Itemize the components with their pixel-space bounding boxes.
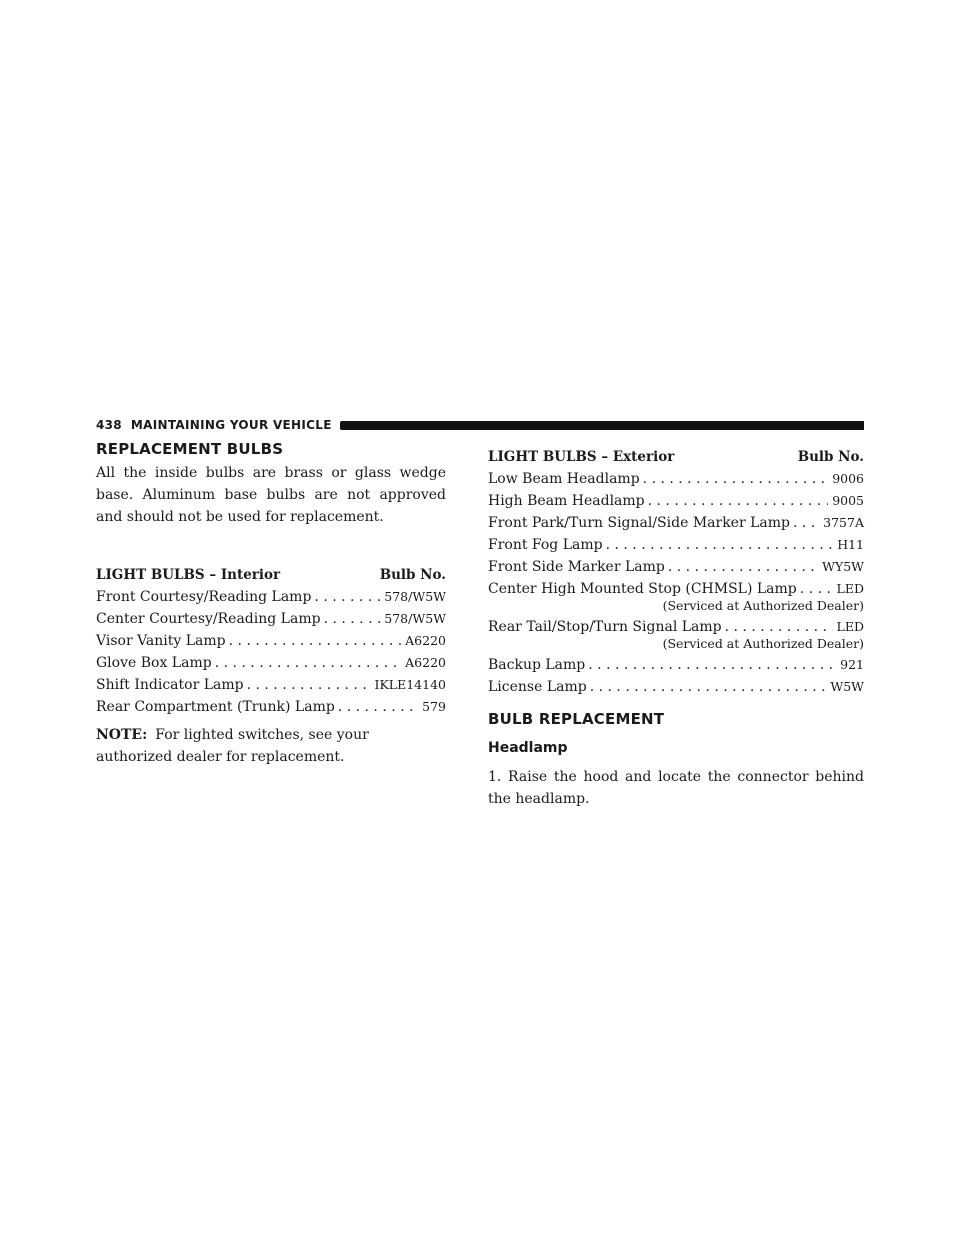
bulb-row <box>488 676 864 698</box>
bulb-number: A6220 <box>405 633 446 648</box>
leader-dots <box>668 556 818 578</box>
bulb-number: IKLE14140 <box>374 677 446 692</box>
bulb-row <box>96 696 446 718</box>
exterior-table-header <box>488 446 864 468</box>
note-text: For lighted switches, see your authorized dealer for replacement. <box>96 727 369 765</box>
headlamp-subheading: Headlamp <box>488 740 568 756</box>
leader-dots <box>725 616 833 638</box>
bulb-name: Front Courtesy/Reading Lamp <box>96 589 312 605</box>
page-number: 438 <box>96 418 122 432</box>
bulb-name: Center High Mounted Stop (CHMSL) Lamp <box>488 581 797 597</box>
bulb-name: Front Park/Turn Signal/Side Marker Lamp <box>488 515 790 531</box>
leader-dots <box>324 608 381 630</box>
bulb-name: Visor Vanity Lamp <box>96 633 226 649</box>
bulb-name: Backup Lamp <box>488 657 586 673</box>
bulb-name: Center Courtesy/Reading Lamp <box>96 611 321 627</box>
bulb-number: 9006 <box>832 471 864 486</box>
leader-dots <box>588 654 836 676</box>
leader-dots <box>247 674 371 696</box>
bulb-row <box>488 490 864 512</box>
bulb-name: Glove Box Lamp <box>96 655 212 671</box>
bulb-row <box>488 556 864 578</box>
bulb-number: LED <box>836 619 864 634</box>
interior-table-header <box>96 564 446 586</box>
bulb-row <box>488 512 864 534</box>
bulb-row <box>488 468 864 490</box>
leader-dots <box>606 534 834 556</box>
exterior-table-title: LIGHT BULBS – Exterior <box>488 449 675 465</box>
bulb-number: H11 <box>837 537 864 552</box>
bulb-name: Shift Indicator Lamp <box>96 677 244 693</box>
bulb-row <box>96 608 446 630</box>
right-column <box>488 440 864 810</box>
bulb-row <box>488 654 864 676</box>
exterior-table-column: Bulb No. <box>797 449 864 465</box>
service-note: (Serviced at Authorized Dealer) <box>662 598 864 613</box>
leader-dots <box>215 652 401 674</box>
leader-dots <box>590 676 827 698</box>
interior-table-title: LIGHT BULBS – Interior <box>96 567 281 583</box>
exterior-bulb-list <box>488 468 864 698</box>
bulb-number: 579 <box>422 699 446 714</box>
bulb-name: Rear Tail/Stop/Turn Signal Lamp <box>488 619 722 635</box>
header-rule <box>340 421 864 430</box>
note-label: NOTE: <box>96 727 148 743</box>
leader-dots <box>314 586 380 608</box>
page-header-text <box>96 418 332 432</box>
bulb-name: Low Beam Headlamp <box>488 471 640 487</box>
bulb-number: W5W <box>830 679 864 694</box>
leader-dots <box>338 696 418 718</box>
bulb-number: 578/W5W <box>384 611 446 626</box>
bulb-row <box>96 674 446 696</box>
replacement-bulbs-heading: REPLACEMENT BULBS <box>96 440 284 458</box>
left-column <box>96 440 446 768</box>
leader-dots <box>800 578 833 600</box>
bulb-number: 578/W5W <box>384 589 446 604</box>
bulb-row <box>96 652 446 674</box>
intro-paragraph: All the inside bulbs are brass or glass wedge base. Aluminum base bulbs are not approved and should not be used for replacement. <box>96 465 446 525</box>
bulb-row <box>488 616 864 638</box>
bulb-name: License Lamp <box>488 679 587 695</box>
bulb-name: Rear Compartment (Trunk) Lamp <box>96 699 335 715</box>
bulb-number: A6220 <box>405 655 446 670</box>
leader-dots <box>229 630 402 652</box>
bulb-row <box>96 630 446 652</box>
step-1: 1. Raise the hood and locate the connector behind the headlamp. <box>488 769 864 807</box>
bulb-name: Front Side Marker Lamp <box>488 559 665 575</box>
bulb-number: LED <box>836 581 864 596</box>
section-title: MAINTAINING YOUR VEHICLE <box>130 418 332 432</box>
bulb-row <box>96 586 446 608</box>
bulb-row <box>488 534 864 556</box>
interior-bulb-list <box>96 586 446 718</box>
bulb-number: WY5W <box>822 559 864 574</box>
bulb-replacement-heading: BULB REPLACEMENT <box>488 710 665 728</box>
bulb-number: 3757A <box>823 515 864 530</box>
interior-table-column: Bulb No. <box>379 567 446 583</box>
note <box>96 724 446 768</box>
leader-dots <box>648 490 829 512</box>
bulb-name: High Beam Headlamp <box>488 493 645 509</box>
bulb-name: Front Fog Lamp <box>488 537 603 553</box>
bulb-number: 9005 <box>832 493 864 508</box>
leader-dots <box>643 468 829 490</box>
bulb-row <box>488 578 864 600</box>
page-header <box>96 415 864 435</box>
bulb-number: 921 <box>840 657 864 672</box>
leader-dots <box>793 512 819 534</box>
service-note: (Serviced at Authorized Dealer) <box>662 636 864 651</box>
